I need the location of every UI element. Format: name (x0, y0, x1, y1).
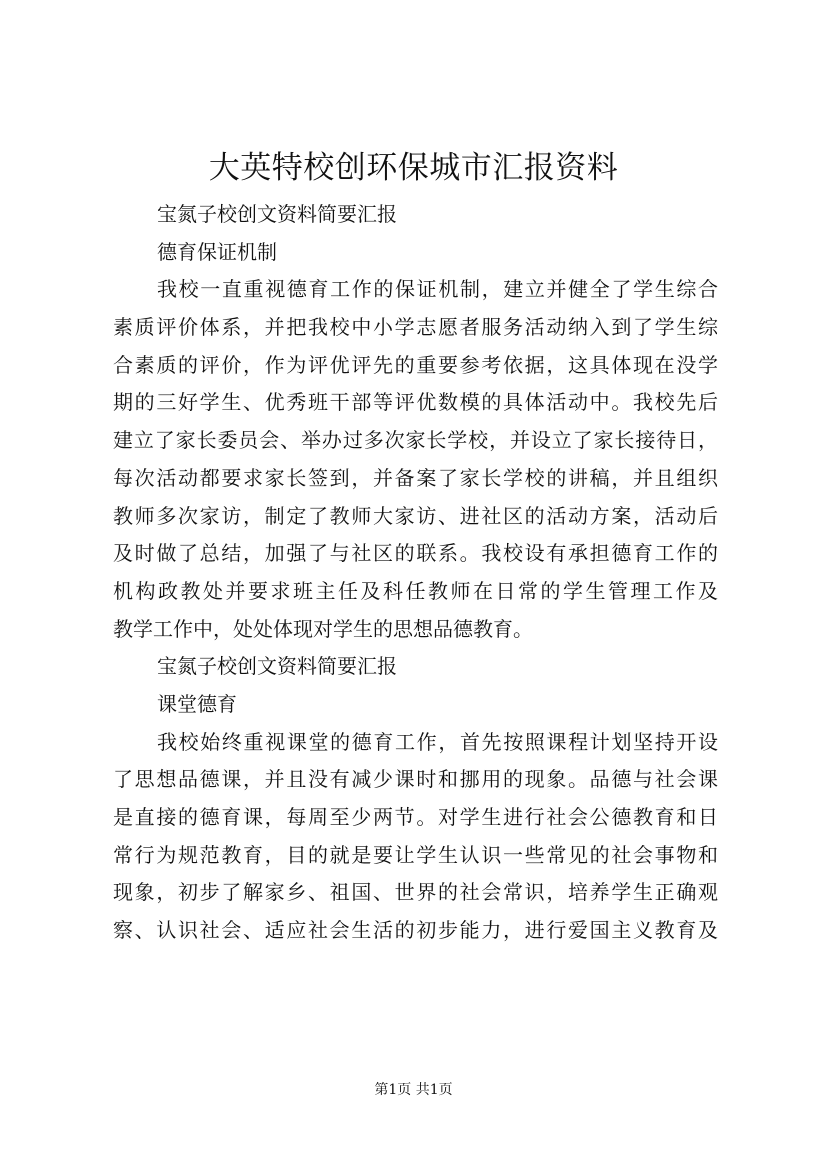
paragraph-line: 教学工作中，处处体现对学生的思想品德教育。 (113, 616, 533, 641)
document-title: 大英特校创环保城市汇报资料 (208, 150, 619, 186)
section-heading: 宝氮子校创文资料简要汇报 (157, 202, 397, 226)
section-subheading: 课堂德育 (157, 691, 237, 716)
paragraph-line: 素质评价体系，并把我校中小学志愿者服务活动纳入到了学生综 (113, 315, 718, 340)
paragraph-line: 合素质的评价，作为评优评先的重要参考依据，这具体现在没学 (113, 352, 718, 377)
document-body (113, 196, 718, 950)
paragraph-line: 是直接的德育课，每周至少两节。对学生进行社会公德教育和日 (113, 805, 718, 829)
paragraph-line: 察、认识社会、适应社会生活的初步能力，进行爱国主义教育及 (113, 918, 718, 943)
paragraph-line: 期的三好学生、优秀班干部等评优数模的具体活动中。我校先后 (113, 390, 718, 415)
paragraph-line: 常行为规范教育，目的就是要让学生认识一些常见的社会事物和 (113, 842, 718, 867)
page-footer: 第1页 共1页 (374, 1082, 453, 1098)
section-subheading: 德育保证机制 (157, 239, 277, 264)
paragraph-line: 现象，初步了解家乡、祖国、世界的社会常识，培养学生正确观 (113, 880, 718, 905)
paragraph-line: 我校始终重视课堂的德育工作，首先按照课程计划坚持开设 (157, 729, 718, 754)
paragraph-line: 教师多次家访，制定了教师大家访、进社区的活动方案，活动后 (113, 503, 718, 528)
paragraph-line: 了思想品德课，并且没有减少课时和挪用的现象。品德与社会课 (113, 767, 718, 792)
section-heading: 宝氮子校创文资料简要汇报 (157, 654, 397, 679)
paragraph-line: 及时做了总结，加强了与社区的联系。我校设有承担德育工作的 (113, 541, 718, 566)
paragraph-line: 建立了家长委员会、举办过多次家长学校，并设立了家长接待日， (113, 428, 718, 453)
paragraph-line: 我校一直重视德育工作的保证机制，建立并健全了学生综合 (157, 277, 718, 302)
paragraph-line: 机构政教处并要求班主任及科任教师在日常的学生管理工作及 (113, 578, 718, 603)
paragraph-line: 每次活动都要求家长签到，并备案了家长学校的讲稿，并且组织 (113, 465, 718, 490)
